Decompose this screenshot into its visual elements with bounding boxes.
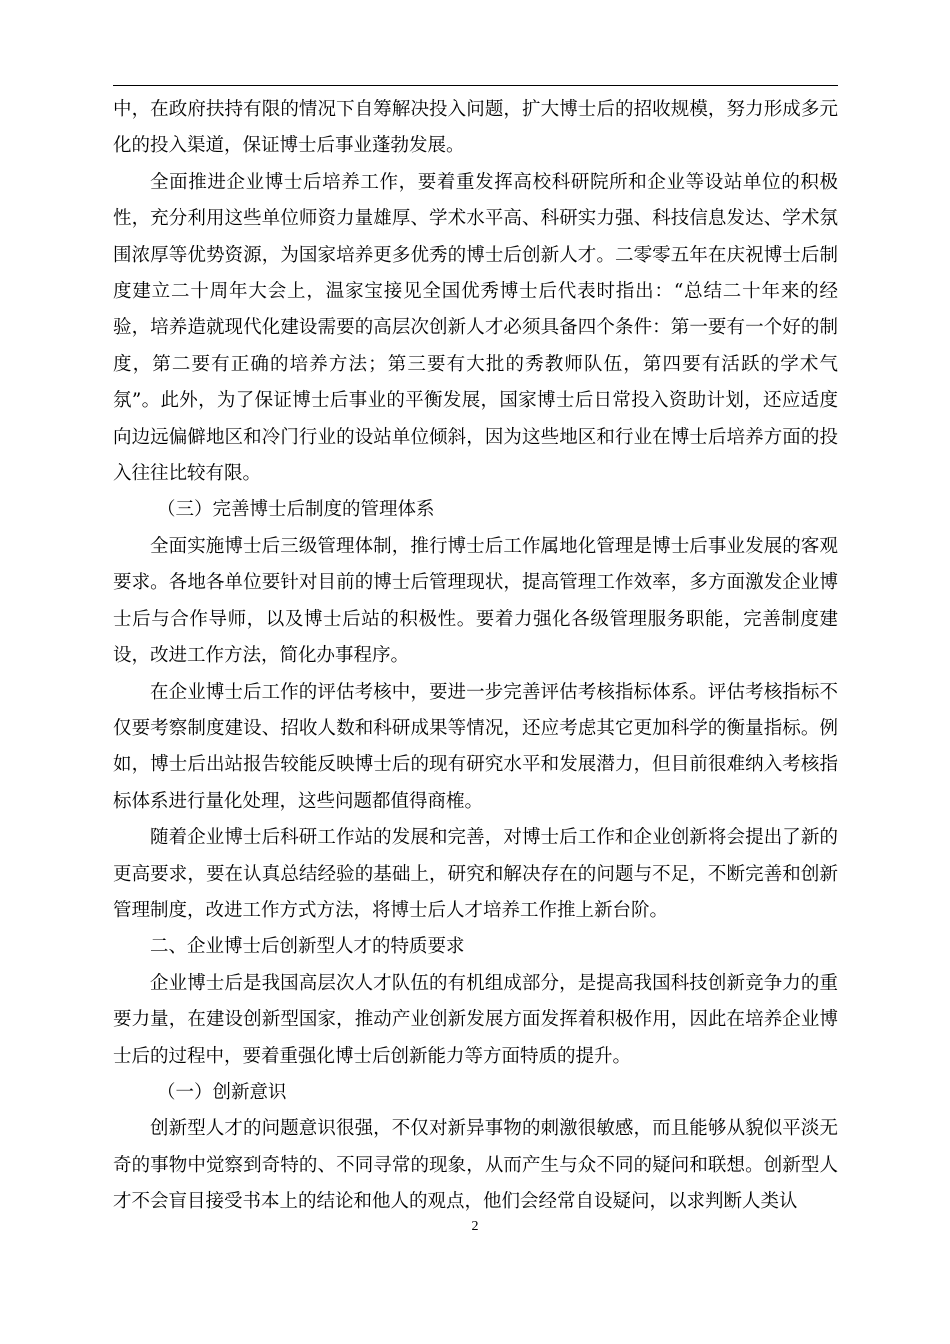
- paragraph-continuation: 中，在政府扶持有限的情况下自筹解决投入问题，扩大博士后的招收规模，努力形成多元化的投入渠道，保证博士后事业蓬勃发展。: [113, 99, 838, 157]
- paragraph-three-level-management: 全面实施博士后三级管理体制，推行博士后工作属地化管理是博士后事业发展的客观要求。各地各单位要针对目前的博士后管理现状，提高管理工作效率，多方面激发企业博士后与合作导师，以及博士后站的积极性。要着力强化各级管理服务职能，完善制度建设，改进工作方法，简化办事程序。: [113, 535, 838, 667]
- page-number: 2: [471, 1219, 479, 1234]
- section-subheading-management: （三）完善博士后制度的管理体系: [157, 499, 435, 521]
- header-rule: [113, 85, 838, 86]
- paragraph-development: 随着企业博士后科研工作站的发展和完善，对博士后工作和企业创新将会提出了新的更高要求，要在认真总结经验的基础上，研究和解决存在的问题与不足，不断完善和创新管理制度，改进工作方式方法，将博士后人才培养工作推上新台阶。: [113, 827, 838, 921]
- paragraph-innovation-awareness: 创新型人才的问题意识很强，不仅对新异事物的刺激很敏感，而且能够从貌似平淡无奇的事物中觉察到奇特的、不同寻常的现象，从而产生与众不同的疑问和联想。创新型人才不会盲目接受书本上的结论和他人的观点，他们会经常自设疑问，以求判断人类认: [113, 1118, 838, 1213]
- body-text: [113, 92, 838, 1221]
- section-heading-traits: 二、企业博士后创新型人才的特质要求: [150, 936, 465, 958]
- paragraph-training-work: 全面推进企业博士后培养工作，要着重发挥高校科研院所和企业等设站单位的积极性，充分利用这些单位师资力量雄厚、学术水平高、科研实力强、科技信息发达、学术氛围浓厚等优势资源，为国家培养更多优秀的博士后创新人才。二零零五年在庆祝博士后制度建立二十周年大会上，温家宝接见全国优秀博士后代表时指出：“总结二十年来的经验，培养造就现代化建设需要的高层次创新人才必须具备四个条件：第一要有一个好的制度，第二要有正确的培养方法；第三要有大批的秀教师队伍，第四要有活跃的学术气氛”。此外，为了保证博士后事业的平衡发展，国家博士后日常投入资助计划，还应适度向边远偏僻地区和冷门行业的设站单位倾斜，因为这些地区和行业在博士后培养方面的投入往往比较有限。: [113, 171, 838, 485]
- section-subheading-innovation: （一）创新意识: [157, 1081, 287, 1103]
- paragraph-evaluation: 在企业博士后工作的评估考核中，要进一步完善评估考核指标体系。评估考核指标不仅要考察制度建设、招收人数和科研成果等情况，还应考虑其它更加科学的衡量指标。例如，博士后出站报告较能反映博士后的现有研究水平和发展潜力，但目前很难纳入考核指标体系进行量化处理，这些问题都值得商榷。: [113, 681, 838, 812]
- paragraph-enterprise-postdoc: 企业博士后是我国高层次人才队伍的有机组成部分，是提高我国科技创新竞争力的重要力量，在建设创新型国家，推动产业创新发展方面发挥着积极作用，因此在培养企业博士后的过程中，要着重强化博士后创新能力等方面特质的提升。: [113, 972, 838, 1067]
